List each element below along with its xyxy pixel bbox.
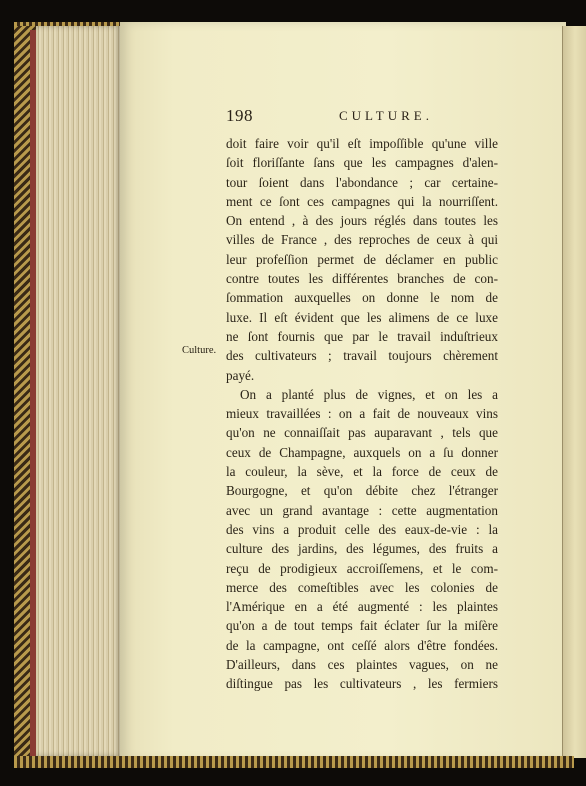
stacked-page-edges xyxy=(36,26,122,756)
text-line: qu'on a de tout temps fait éclater ſur la miſère xyxy=(226,618,498,634)
page-header xyxy=(226,106,506,130)
text-line: D'ailleurs, dans ces plaintes vagues, on ne xyxy=(226,657,498,673)
text-line: qu'on ne connaiſſait pas auparavant , tels que xyxy=(226,425,498,441)
text-line: diſtingue pas les cultivateurs , les fermiers xyxy=(226,676,498,692)
text-line: l'Amérique en a été augmenté : les plaintes xyxy=(226,599,498,615)
text-line: contre toutes les différentes branches de con- xyxy=(226,271,498,287)
text-line: ſoit floriſſante ſans que les campagnes d'alen- xyxy=(226,155,498,171)
text-line: reçu de prodigieux accroiſſemens, et le com- xyxy=(226,560,498,576)
text-line: luxe. Il eſt évident que les alimens de ce luxe xyxy=(226,309,498,325)
text-line: tour ſoient dans l'abondance ; car certaine- xyxy=(226,174,498,190)
text-line: leur profeſſion permet de déclamer en public xyxy=(226,251,498,267)
body-text xyxy=(226,134,498,694)
text-line: villes de France , des reproches de ceux à qui xyxy=(226,232,498,248)
text-line: avec un grand avantage : cette augmentation xyxy=(226,502,498,518)
gilt-bottom-border xyxy=(14,756,574,768)
text-line: des cultivateurs ; travail toujours chèrement xyxy=(226,348,498,364)
text-line: la couleur, la sève, et la force de ceux de xyxy=(226,464,498,480)
text-line: ſommation auxquelles on donne le nom de xyxy=(226,290,498,306)
text-line: merce des comeſtibles avec les colonies de xyxy=(226,579,498,595)
text-line: culture des jardins, des légumes, des fruits a xyxy=(226,541,498,557)
running-head: CULTURE. xyxy=(339,108,433,123)
text-line: ment ce ſont ces campagnes qui la nourriſſent. xyxy=(226,193,498,209)
text-line: mieux travaillées : on a fait de nouveaux vins xyxy=(226,406,498,422)
text-line: des vins a produit celle des eaux-de-vie : la xyxy=(226,521,498,537)
text-line: ne ſont fournis que par le travail induſtrieux xyxy=(226,328,498,344)
page-number: 198 xyxy=(226,106,253,125)
text-line: de la campagne, ont ceſſé alors d'être fondées. xyxy=(226,637,498,653)
margin-note: Culture. xyxy=(182,345,217,356)
text-line: Bourgogne, et qu'on débite chez l'étranger xyxy=(226,483,498,499)
text-line: ceux de Champagne, auxquels on a ſu donner xyxy=(226,444,498,460)
text-line: payé. xyxy=(226,367,255,383)
text-line: On a planté plus de vignes, et on les a xyxy=(240,386,498,402)
facing-page-edge xyxy=(562,26,586,758)
text-line: doit faire voir qu'il eſt impoſſible qu'une ville xyxy=(226,136,498,151)
text-line: On entend , à des jours réglés dans toutes les xyxy=(226,213,498,229)
